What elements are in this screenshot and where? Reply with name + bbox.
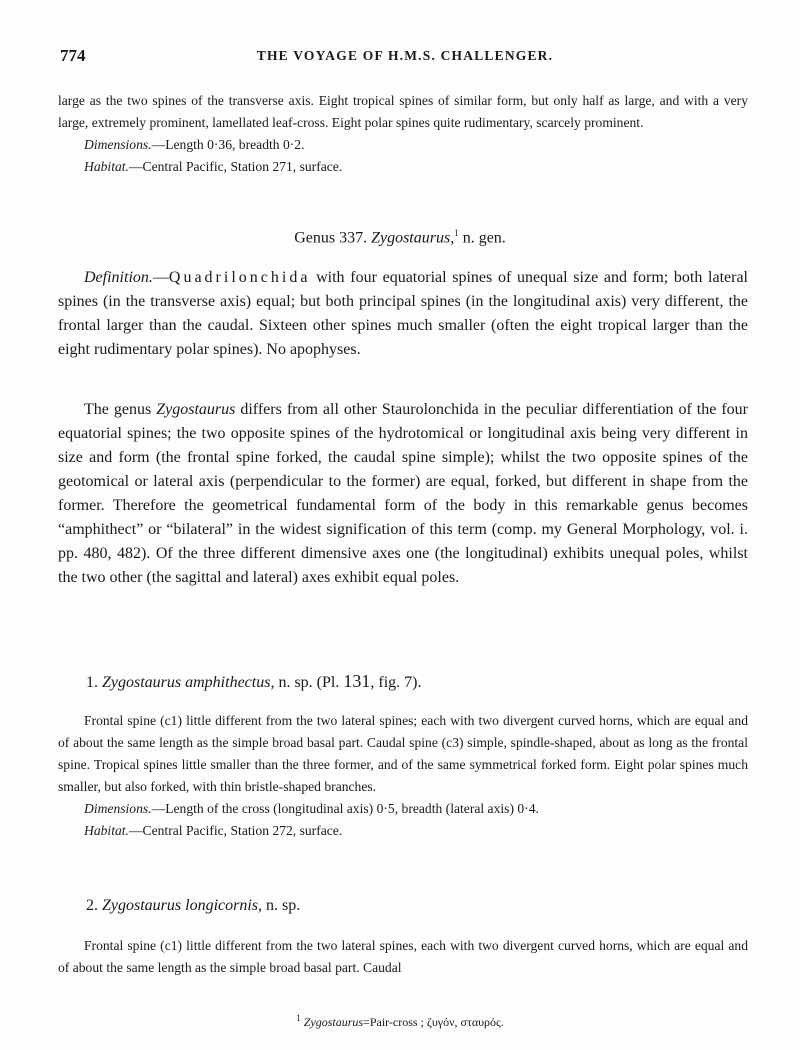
page-number: 774 [60,46,86,65]
genus-heading: Genus 337. Zygostaurus,$^1$ n. gen. [294,228,506,247]
top-entry-text: large as the two spines of the transverse axis. Eight tropical spines of similar form, but only half as large, and with a very large, extremely prominent, lamellated leaf-cross. Eight polar spines quite rudimentary, scarcely prominent. [58,93,748,130]
top-entry [58,90,748,178]
definition-label: Definition. [84,269,153,286]
running-title: THE VOYAGE OF H.M.S. CHALLENGER. [256,48,554,63]
species-2-heading: 2. Zygostaurus longicornis, n. sp. [86,897,301,914]
species-1-habitat: Habitat.—Central Pacific, Station 272, surface. [84,823,343,838]
definition-paragraph: Definition.—Quadrilonchida with four equatorial spines of unequal size and form; both lateral spines (in the transverse axis) equal; but both principal spines (in the longitudinal axis) very different, the frontal larger than the caudal. Sixteen other spines much smaller (often the eight tropical larger than the eight rudimentary polar spines). No apophyses. [58,269,748,358]
discussion-paragraph: The genus Zygostaurus differs from all other Staurolonchida in the peculiar differentiation of the four equatorial spines; the two opposite spines of the hydrotomical or longitudinal axis being very different in size and form (the frontal spine forked, the caudal spine simple); whilst the two opposite spines of the geotomical or lateral axis (perpendicular to the former) are equal, forked, but different in shape from the former. Therefore the geometrical fundamental form of the body in this remarkable genus becomes “amphithect” or “bilateral” in the widest signification of this term (comp. my General Morphology, vol. i. pp. 480, 482). Of the three different dimensive axes one (the longitudinal) exhibits unequal poles, whilst the two other (the sagittal and lateral) axes exhibit equal poles. [58,401,749,586]
top-entry-dimensions: Dimensions.—Length 0·36, breadth 0·2. [84,137,305,152]
top-entry-habitat: Habitat.—Central Pacific, Station 271, surface. [84,159,343,174]
definition-group: Quadrilonchida [168,269,311,286]
footnote: $^1$ Zygostaurus=Pair-cross ; ζυγόν, σταυρός. [296,1013,504,1029]
species-2-description: Frontal spine (c1) little different from the two lateral spines, each with two divergent curved horns, which are equal and of about the same length as the simple broad basal part. Caudal [58,938,748,975]
species-1-dimensions: Dimensions.—Length of the cross (longitudinal axis) 0·5, breadth (lateral axis) 0·4. [84,801,539,816]
species-1-heading: 1. Zygostaurus amphithectus, n. sp. (Pl. 131, fig. 7). [86,671,422,691]
page-header [60,46,750,70]
species-1-description: Frontal spine (c1) little different from the two lateral spines; each with two divergent curved horns, which are equal and of about the same length as the simple broad basal part. Caudal spine (c3) simple, spindle-shaped, about as long as the frontal spine. Tropical spines little smaller than the three former, and of the same symmetrical forked form. Eight polar spines much smaller, but also forked, with thin bristle-shaped branches. Dimensions.—Length of the cross (longitudinal axis) 0·5, breadth (lateral axis) 0·4. Habitat.—Central Pacific, Station 272, surface. [58,710,748,842]
